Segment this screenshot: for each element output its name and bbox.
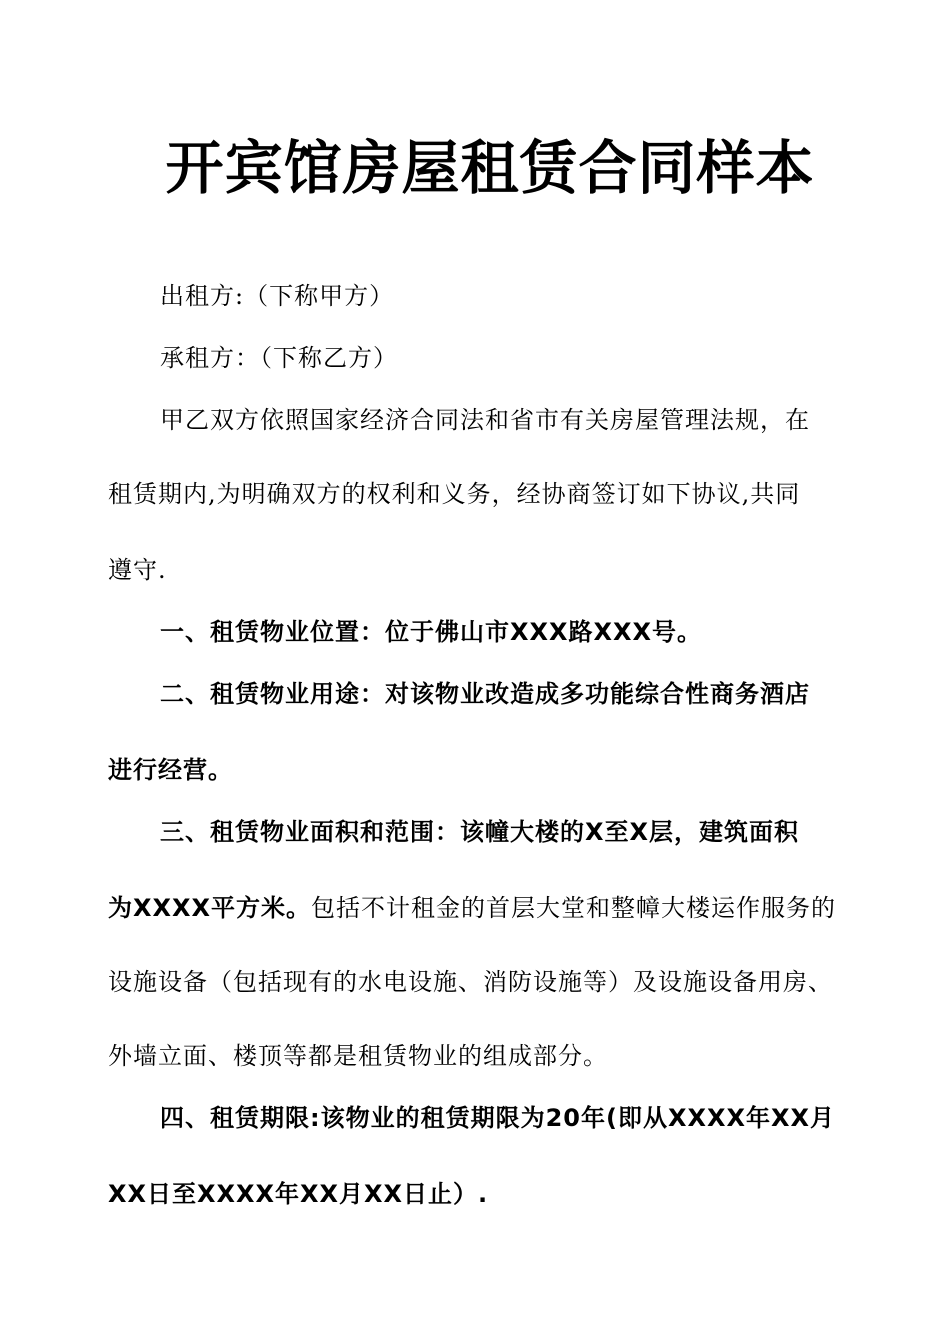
clause-1: 一、租赁物业位置：位于佛山市XXX路XXX号。 [160,618,703,646]
intro-line-2: 租赁期内,为明确双方的权利和义务，经协商签订如下协议,共同 [108,480,801,508]
intro-line-3: 遵守. [108,556,167,584]
lessor-line: 出租方:（下称甲方） [160,282,395,310]
lessee-line: 承租方：（下称乙方） [160,344,398,372]
clause-2-line-1: 二、租赁物业用途：对该物业改造成多功能综合性商务酒店 [160,680,810,708]
clause-3-line-2 [108,890,848,926]
clause-3-line-4: 外墙立面、楼顶等都是租赁物业的组成部分。 [108,1042,608,1070]
clause-4-line-2: XX日至XXXX年XX月XX日止）. [108,1180,489,1208]
intro-line-1: 甲乙双方依照国家经济合同法和省市有关房屋管理法规，在 [160,406,810,434]
document-title: 开宾馆房屋租赁合同样本 [165,134,815,202]
clause-2-line-2: 进行经营。 [108,756,233,784]
clause-3-line-1: 三、租赁物业面积和范围：该幢大楼的X至X层，建筑面积 [160,818,800,846]
clause-3-line-3: 设施设备（包括现有的水电设施、消防设施等）及设施设备用房、 [108,968,833,996]
clause-3-area-text: 为XXXX平方米。 [108,894,312,922]
clause-4-line-1: 四、租赁期限:该物业的租赁期限为20年(即从XXXX年XX月 [160,1104,835,1132]
clause-3-scope-text: 包括不计租金的首层大堂和整幛大楼运作服务的 [311,894,837,922]
